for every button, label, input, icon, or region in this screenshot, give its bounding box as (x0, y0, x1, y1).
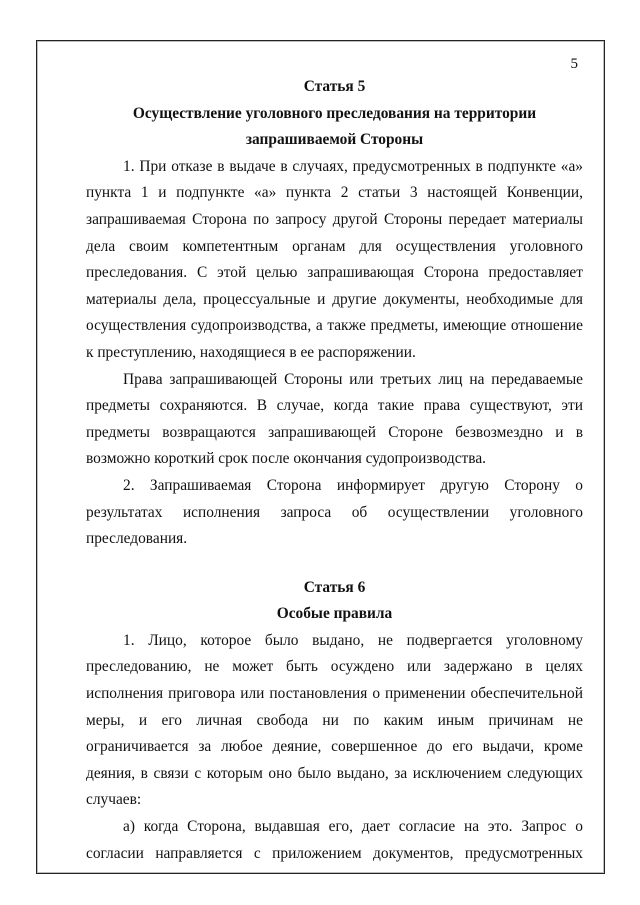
article-5-paragraph-2: Права запрашивающей Стороны или третьих лиц на передаваемые предметы сохраняются. В случае, когда такие права существуют, эти предметы возвращаются запрашивающей Стороне безвозмездно и в возможно короткий срок после окончания судопроизводства. (86, 370, 583, 468)
article-6-subtitle: Особые правила (276, 605, 393, 623)
article-5-subtitle-line1: Осуществление уголовного преследования на территории (132, 104, 537, 122)
article-6-paragraph-1: 1. Лицо, которое было выдано, не подвергается уголовному преследованию, не может быть осуждено или задержано в целях исполнения приговора или постановления о применении обеспечительной меры, и его личная свобода ни по каким иным причинам не ограничивается за любое деяние, совершенное до его выдачи, кроме деяния, в связи с которым оно было выдано, за исключением следующих случаев: (86, 631, 583, 809)
article-5-subtitle-line2: запрашиваемой Стороны (245, 131, 424, 149)
page-number: 5 (570, 56, 578, 72)
section-gap (86, 553, 583, 575)
article-5-title: Статья 5 (303, 78, 366, 95)
article-5-paragraph-1: 1. При отказе в выдаче в случаях, предусмотренных в подпункте «а» пункта 1 и подпункте «а» пункта 2 статьи 3 настоящей Конвенции, запрашиваемая Сторона по запросу другой Стороны передает материалы дела своим компетентным органам для осуществления уголовного преследования. С этой целью запрашивающая Сторона предоставляет материалы дела, процессуальные и другие документы, необходимые для осуществления судопроизводства, а также предметы, имеющие отношение к преступлению, находящиеся в ее распоряжении. (86, 157, 583, 361)
document-body (86, 74, 583, 867)
article-6-paragraph-2: а) когда Сторона, выдавшая его, дает согласие на это. Запрос о согласии направляется с приложением документов, предусмотренных (86, 818, 583, 862)
article-6-title: Статья 6 (303, 578, 366, 596)
article-5-paragraph-3: 2. Запрашиваемая Сторона информирует другую Сторону о результатах исполнения запроса об осуществлении уголовного преследования. (86, 476, 583, 548)
